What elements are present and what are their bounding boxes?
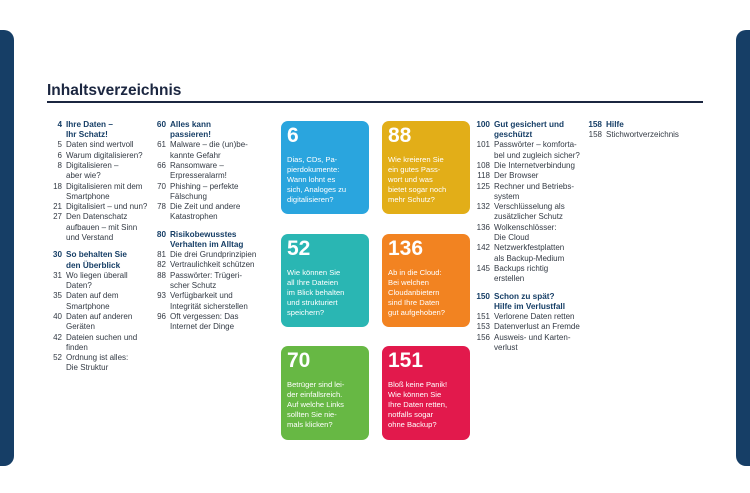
section-title: So behalten Sie den Überblick bbox=[66, 250, 127, 270]
entry-page-number: 101 bbox=[476, 140, 490, 150]
toc-entry bbox=[148, 140, 268, 161]
tile-question: Ab in die Cloud: Bei welchen Cloudanbietern sind Ihre Daten gut aufgehoben? bbox=[388, 268, 446, 317]
entry-title: Die drei Grundprinzipien bbox=[170, 250, 257, 260]
toc-entry bbox=[148, 260, 268, 270]
toc-entry bbox=[148, 312, 268, 333]
section-heading bbox=[472, 292, 596, 312]
entry-title: Passwörter – komforta- bel und zugleich sicher? bbox=[494, 140, 580, 160]
page-title: Inhaltsverzeichnis bbox=[47, 82, 182, 99]
entry-title: Dateien suchen und finden bbox=[66, 332, 138, 352]
section-heading bbox=[47, 120, 159, 140]
section-page-number: 80 bbox=[156, 229, 166, 239]
toc-entry bbox=[47, 271, 159, 292]
section-title: Ihre Daten – Ihr Schatz! bbox=[66, 120, 113, 140]
toc-entry bbox=[148, 250, 268, 260]
toc-entry bbox=[47, 212, 159, 243]
tile-151 bbox=[382, 346, 470, 440]
section-page-number: 158 bbox=[588, 120, 602, 129]
tile-question: Wie kreieren Sie ein gutes Pass- wort und was bietet sogar noch mehr Schutz? bbox=[388, 155, 447, 204]
section-gap bbox=[148, 223, 268, 230]
tile-page-number: 52 bbox=[287, 237, 311, 260]
toc-entry bbox=[584, 130, 704, 140]
tile-question: Betrüger sind lei- der einfallsreich. Auf welche Links sollten Sie nie- mals klicken? bbox=[287, 380, 345, 429]
toc-entry bbox=[47, 202, 159, 212]
entry-title: Datenverlust an Fremde bbox=[494, 322, 580, 332]
section-gap bbox=[472, 285, 596, 292]
entry-page-number: 78 bbox=[157, 202, 166, 212]
entry-title: Backups richtig erstellen bbox=[494, 263, 549, 284]
entry-title: Malware – die (un)be- kannte Gefahr bbox=[170, 140, 248, 160]
toc-entry bbox=[472, 182, 596, 203]
entry-page-number: 42 bbox=[53, 332, 62, 342]
toc-entry bbox=[47, 140, 159, 150]
entry-page-number: 156 bbox=[476, 332, 490, 342]
section-heading bbox=[148, 120, 268, 140]
section-title: Alles kann passieren! bbox=[170, 120, 211, 140]
entry-title: Ordnung ist alles: Die Struktur bbox=[66, 353, 129, 373]
entry-title: Verlorene Daten retten bbox=[494, 311, 575, 321]
section-heading bbox=[584, 120, 704, 130]
section-page-number: 30 bbox=[52, 250, 62, 260]
entry-title: Die Zeit und andere Katastrophen bbox=[170, 202, 241, 222]
toc-entry bbox=[148, 202, 268, 223]
entry-page-number: 35 bbox=[53, 291, 62, 301]
entry-page-number: 5 bbox=[57, 140, 62, 150]
entry-page-number: 132 bbox=[476, 202, 490, 212]
entry-page-number: 66 bbox=[157, 161, 166, 170]
entry-page-number: 118 bbox=[477, 171, 490, 181]
entry-title: Ransomware – Erpresseralarm! bbox=[170, 161, 227, 181]
entry-title: Digitalisiert – und nun? bbox=[66, 202, 148, 212]
tile-page-number: 70 bbox=[287, 349, 311, 372]
entry-page-number: 8 bbox=[57, 161, 62, 170]
toc-column-2 bbox=[148, 120, 268, 333]
entry-title: Wo liegen überall Daten? bbox=[66, 270, 128, 291]
entry-page-number: 18 bbox=[53, 181, 62, 191]
title-rule bbox=[47, 101, 703, 103]
entry-title: Daten auf anderen Geräten bbox=[66, 311, 133, 332]
section-page-number: 100 bbox=[476, 120, 490, 129]
entry-page-number: 142 bbox=[476, 243, 490, 253]
toc-column-1 bbox=[47, 120, 159, 374]
toc-entry bbox=[472, 312, 596, 322]
toc-column-3 bbox=[472, 120, 596, 353]
tile-6 bbox=[281, 121, 369, 214]
entry-page-number: 21 bbox=[53, 202, 62, 212]
section-title: Schon zu spät? Hilfe im Verlustfall bbox=[494, 291, 565, 311]
toc-entry bbox=[47, 353, 159, 374]
entry-page-number: 31 bbox=[53, 270, 62, 280]
entry-title: Netzwerkfestplatten als Backup-Medium bbox=[494, 243, 565, 263]
entry-page-number: 93 bbox=[157, 291, 166, 301]
entry-page-number: 27 bbox=[53, 212, 62, 222]
toc-entry bbox=[47, 312, 159, 333]
entry-title: Digitalisieren mit dem Smartphone bbox=[66, 181, 143, 201]
toc-entry bbox=[47, 161, 159, 182]
tile-88 bbox=[382, 121, 470, 214]
entry-page-number: 52 bbox=[53, 353, 62, 363]
entry-title: Daten auf dem Smartphone bbox=[66, 291, 119, 311]
entry-title: Phishing – perfekte Fälschung bbox=[170, 181, 239, 201]
entry-title: Passwörter: Trügeri- scher Schutz bbox=[170, 270, 243, 291]
entry-page-number: 70 bbox=[157, 181, 166, 191]
entry-page-number: 158 bbox=[588, 130, 602, 140]
toc-entry bbox=[472, 171, 596, 181]
section-heading bbox=[47, 250, 159, 270]
toc-entry bbox=[472, 322, 596, 332]
toc-entry bbox=[148, 182, 268, 203]
entry-page-number: 153 bbox=[476, 322, 490, 332]
toc-entry bbox=[148, 161, 268, 182]
tile-page-number: 136 bbox=[388, 237, 424, 260]
entry-title: Ausweis- und Karten- verlust bbox=[494, 332, 571, 352]
tile-page-number: 151 bbox=[388, 349, 424, 372]
entry-page-number: 88 bbox=[157, 270, 166, 280]
tile-question: Bloß keine Panik! Wie können Sie Ihre Daten retten, notfalls sogar ohne Backup? bbox=[388, 380, 448, 429]
section-heading bbox=[148, 230, 268, 250]
section-page-number: 150 bbox=[476, 291, 490, 301]
tile-question: Wie können Sie all Ihre Dateien im Blick behalten und strukturiert speichern? bbox=[287, 268, 345, 317]
entry-page-number: 61 bbox=[157, 140, 166, 150]
toc-entry bbox=[47, 182, 159, 203]
section-page-number: 4 bbox=[57, 120, 62, 129]
entry-title: Daten sind wertvoll bbox=[66, 140, 134, 150]
toc-entry bbox=[47, 333, 159, 354]
entry-title: Wolkenschlösser: Die Cloud bbox=[494, 222, 557, 243]
section-page-number: 60 bbox=[156, 120, 166, 129]
section-title: Hilfe bbox=[606, 120, 624, 129]
section-heading bbox=[472, 120, 596, 140]
entry-title: Oft vergessen: Das Internet der Dinge bbox=[170, 311, 239, 332]
toc-entry bbox=[472, 202, 596, 223]
entry-title: Der Browser bbox=[494, 171, 539, 181]
tile-page-number: 6 bbox=[287, 124, 299, 147]
entry-page-number: 125 bbox=[476, 181, 490, 191]
toc-column-4 bbox=[584, 120, 704, 141]
tile-136 bbox=[382, 234, 470, 327]
toc-entry bbox=[472, 161, 596, 171]
entry-title: Rechner und Betriebs- system bbox=[494, 181, 575, 201]
entry-page-number: 136 bbox=[476, 222, 490, 232]
entry-page-number: 40 bbox=[53, 311, 62, 321]
tile-question: Dias, CDs, Pa- pierdokumente: Wann lohnt es sich, Analoges zu digitalisieren? bbox=[287, 155, 347, 204]
toc-entry bbox=[148, 291, 268, 312]
entry-title: Vertraulichkeit schützen bbox=[170, 260, 255, 270]
entry-title: Stichwortverzeichnis bbox=[606, 130, 679, 140]
section-title: Gut gesichert und geschützt bbox=[494, 120, 565, 140]
right-page-edge bbox=[736, 30, 750, 466]
entry-title: Warum digitalisieren? bbox=[66, 150, 143, 160]
toc-entry bbox=[148, 271, 268, 292]
toc-entry bbox=[472, 223, 596, 244]
tile-page-number: 88 bbox=[388, 124, 412, 147]
entry-page-number: 6 bbox=[57, 150, 62, 160]
entry-page-number: 145 bbox=[476, 263, 490, 273]
section-title: Risikobewusstes Verhalten im Alltag bbox=[170, 229, 244, 249]
toc-entry bbox=[472, 243, 596, 264]
entry-page-number: 151 bbox=[476, 311, 490, 321]
entry-title: Die Internetverbindung bbox=[494, 161, 575, 170]
toc-entry bbox=[472, 264, 596, 285]
entry-title: Den Datenschatz aufbauen – mit Sinn und Verstand bbox=[66, 212, 138, 243]
toc-entry bbox=[472, 140, 596, 161]
toc-entry bbox=[47, 151, 159, 161]
tile-52 bbox=[281, 234, 369, 327]
entry-page-number: 96 bbox=[157, 311, 166, 321]
toc-entry bbox=[472, 333, 596, 354]
tile-70 bbox=[281, 346, 369, 440]
entry-title: Digitalisieren – aber wie? bbox=[66, 161, 119, 181]
entry-page-number: 81 bbox=[157, 250, 166, 260]
toc-entry bbox=[47, 291, 159, 312]
entry-page-number: 108 bbox=[476, 161, 490, 170]
entry-page-number: 82 bbox=[157, 260, 166, 270]
section-gap bbox=[47, 243, 159, 250]
left-page-edge bbox=[0, 30, 14, 466]
entry-title: Verfügbarkeit und Integrität sicherstellen bbox=[170, 291, 248, 311]
entry-title: Verschlüsselung als zusätzlicher Schutz bbox=[494, 202, 565, 222]
